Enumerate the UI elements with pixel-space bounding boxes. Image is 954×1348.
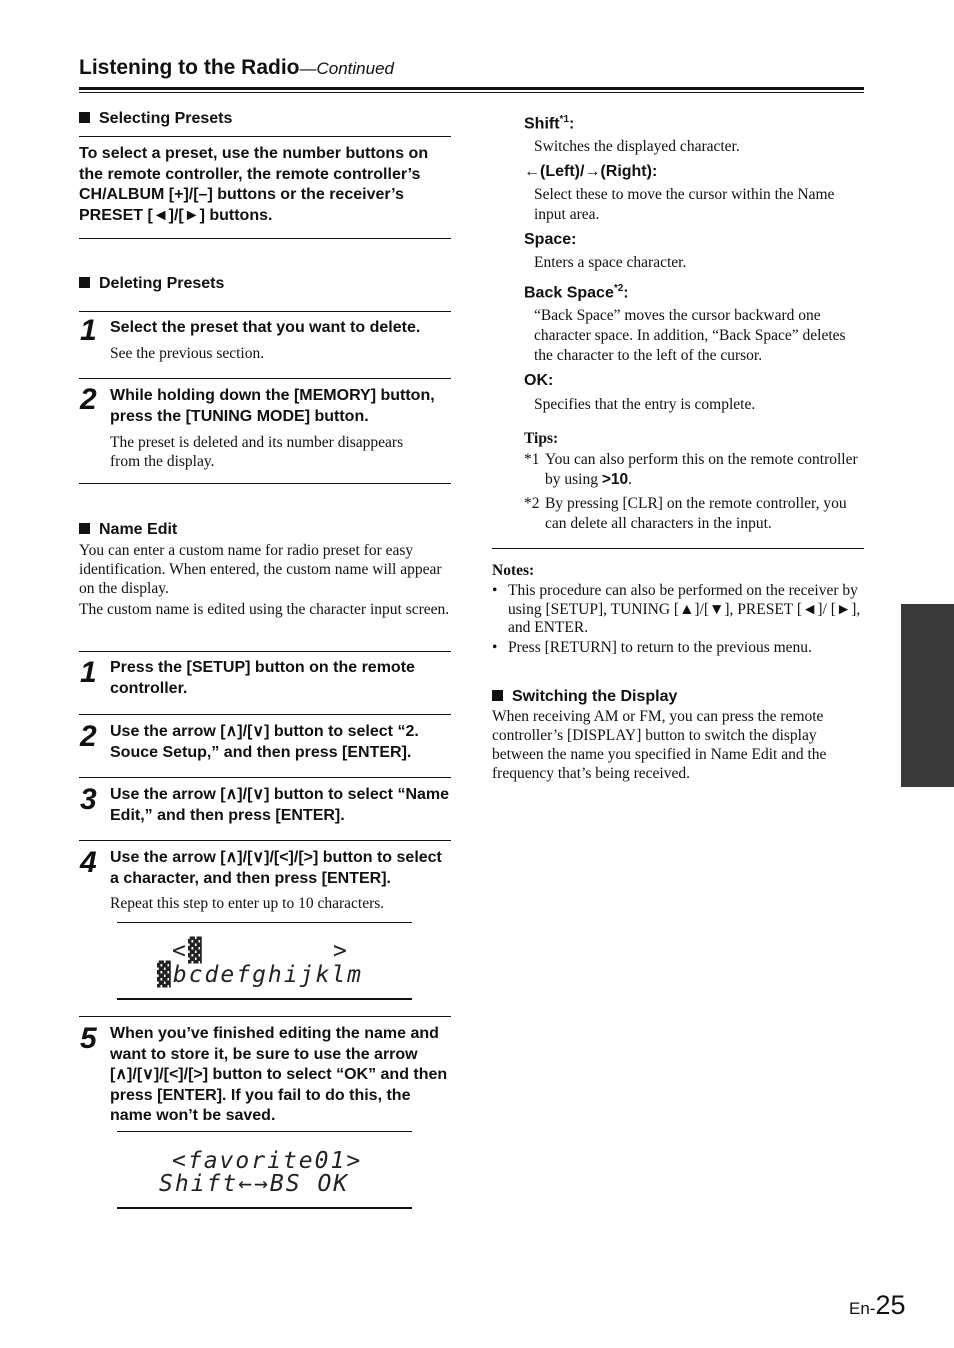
divider — [79, 1016, 451, 1017]
divider — [79, 777, 451, 778]
step-number: 2 — [80, 383, 97, 416]
display-frame-bottom — [117, 998, 412, 1000]
divider — [79, 483, 451, 484]
display-frame-top — [117, 922, 412, 923]
divider — [79, 651, 451, 652]
note-item: • Press [RETURN] to return to the previous menu. — [492, 639, 812, 656]
shift-label: Shift$^{*1}$: — [524, 114, 575, 133]
step-number: 4 — [80, 846, 97, 879]
section-tab — [901, 604, 954, 787]
tip-item: *1 You can also perform this on the remote controller by using >10. — [524, 451, 858, 488]
shift-description: Switches the displayed character. — [534, 138, 740, 155]
note-item: • This procedure can also be performed on the receiver by using [SETUP], TUNING [▲]/[▼], PRESET [◄]/ [►], and ENTER. — [492, 582, 861, 636]
step-number: 1 — [80, 314, 97, 347]
divider — [79, 238, 451, 239]
step-title: Use the arrow [∧]/[∨] button to select “Name Edit,” and then press [ENTER]. — [110, 786, 450, 824]
lcd-cursor: ▓ — [188, 938, 204, 964]
divider — [492, 548, 864, 549]
name-edit-para1: You can enter a custom name for radio preset for easy identification. When entered, the custom name will appear on the display. — [79, 542, 442, 597]
divider — [79, 714, 451, 715]
lcd-right-arrow: > — [333, 938, 349, 964]
tips-heading: Tips: — [524, 430, 559, 447]
ok-label: OK: — [524, 372, 554, 389]
display-frame-top — [117, 1131, 412, 1132]
back-space-label: Back Space$^{*2}$: — [524, 283, 629, 302]
divider — [79, 311, 451, 312]
deleting-presets-heading: Deleting Presets — [79, 275, 224, 293]
square-bullet-icon — [79, 277, 90, 288]
lcd-left-arrow: < — [172, 938, 188, 964]
header-rule-thin — [79, 92, 864, 93]
step-body: See the previous section. — [110, 345, 265, 362]
step-title: While holding down the [MEMORY] button, press the [TUNING MODE] button. — [110, 387, 435, 425]
lcd-name-line: <favorite01> — [172, 1148, 363, 1174]
page-header — [79, 56, 864, 80]
step-body: The preset is deleted and its number disappears from the display. — [110, 434, 404, 470]
divider — [79, 378, 451, 379]
switching-display-heading: Switching the Display — [492, 688, 677, 706]
step-title: Use the arrow [∧]/[∨]/[<]/[>] button to select a character, and then press [ENTER]. — [110, 849, 442, 887]
space-description: Enters a space character. — [534, 254, 687, 271]
selecting-presets-text: To select a preset, use the number buttons on the remote controller, the remote controller’s CH/ALBUM [+]/[–] buttons or the receiver’s PRESET [◄]/[►] buttons. — [79, 145, 429, 224]
left-right-label: ←(Left)/→(Right): — [524, 163, 658, 180]
selecting-presets-heading: Selecting Presets — [79, 110, 232, 128]
divider — [79, 840, 451, 841]
bullet-icon: • — [492, 582, 498, 599]
display-frame-bottom — [117, 1207, 412, 1209]
page-title: Listening to the Radio — [79, 56, 300, 79]
lcd-menu-line: Shift←→BS OK — [159, 1171, 350, 1197]
name-edit-para2: The custom name is edited using the character input screen. — [79, 601, 450, 618]
step-title: When you’ve finished editing the name and want to store it, be sure to use the arrow [∧]/[∨]/[<]/[>] button to select “OK” and then press [ENTER]. If you fail to do this, the name won’t be saved. — [110, 1025, 448, 1124]
square-bullet-icon — [492, 690, 503, 701]
step-title: Use the arrow [∧]/[∨] button to select “2. Souce Setup,” and then press [ENTER]. — [110, 723, 419, 761]
name-edit-heading: Name Edit — [79, 521, 177, 539]
page-number: En-25 — [849, 1290, 906, 1320]
header-rule-thick — [79, 87, 864, 90]
square-bullet-icon — [79, 112, 90, 123]
square-bullet-icon — [79, 523, 90, 534]
step-number: 5 — [80, 1022, 97, 1055]
divider — [79, 136, 451, 137]
ok-description: Specifies that the entry is complete. — [534, 396, 756, 413]
step-number: 1 — [80, 656, 97, 689]
continued-label: —Continued — [299, 59, 395, 78]
lcd-character-row: ▓bcdefghijklm — [157, 962, 364, 988]
bullet-icon: • — [492, 639, 498, 656]
left-right-description: Select these to move the cursor within the Name input area. — [534, 186, 835, 223]
notes-heading: Notes: — [492, 562, 535, 579]
switching-display-text: When receiving AM or FM, you can press the remote controller’s [DISPLAY] button to switch the display between the name you specified in Name Edit and the frequency that’s being received. — [492, 708, 827, 782]
step-body: Repeat this step to enter up to 10 characters. — [110, 895, 385, 912]
step-number: 3 — [80, 783, 97, 816]
step-number: 2 — [80, 720, 97, 753]
back-space-description: “Back Space” moves the cursor backward one character space. In addition, “Back Space” deletes the character to the left of the cursor. — [534, 307, 846, 364]
step-title: Select the preset that you want to delete. — [110, 319, 421, 336]
step-title: Press the [SETUP] button on the remote controller. — [110, 659, 415, 697]
tip-item: *2 By pressing [CLR] on the remote controller, you can delete all characters in the input. — [524, 495, 847, 532]
space-label: Space: — [524, 231, 577, 248]
